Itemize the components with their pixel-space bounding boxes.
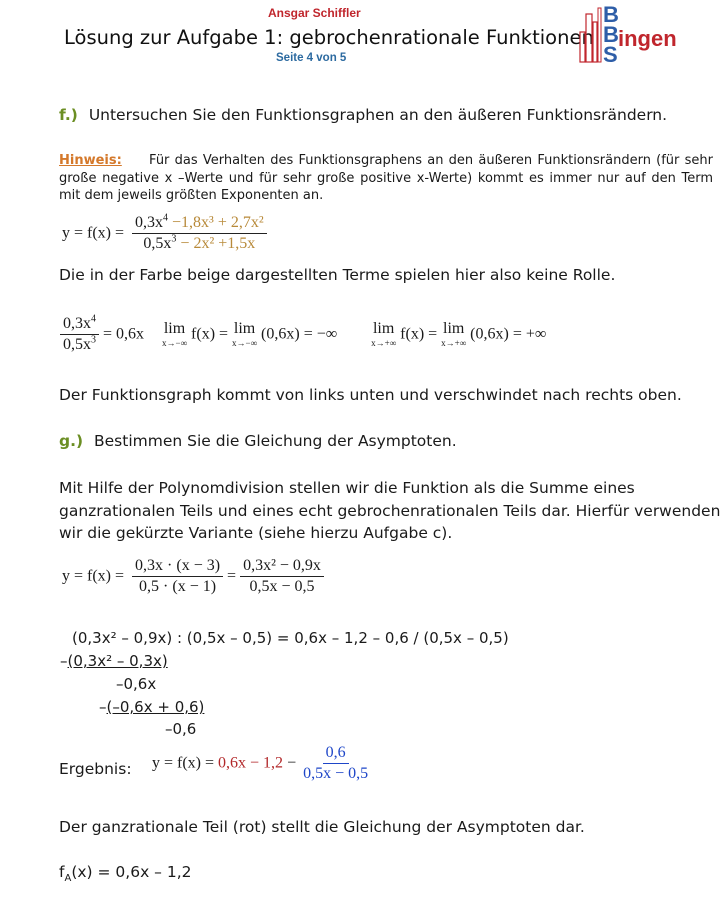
- intro-line-3: wir die gekürzte Variante (siehe hierzu Aufgabe c).: [59, 524, 453, 542]
- limit-subscript: x→−∞: [232, 338, 258, 348]
- asymptote-statement: Der ganzrationale Teil (rot) stellt die Gleichung der Asymptoten dar.: [59, 818, 585, 836]
- leading-num-exp: 4: [91, 313, 96, 325]
- intro-line-2: ganzrationalen Teils und eines echt gebrochenrationalen Teils dar. Hierfür verwenden: [59, 502, 721, 520]
- numerator-rest: −1,8x³ + 2,7x²: [172, 214, 264, 231]
- page-number: Seite 4 von 5: [276, 52, 347, 64]
- hint-text: Für das Verhalten des Funktionsgraphens an den äußeren Funktionsrändern (für sehr große negative x –Werte und für sehr große positive x-Werte) kommt es immer nur auf den Term mit dem jeweils größten Exponenten an.: [59, 153, 713, 203]
- limit-word: lim: [163, 320, 186, 337]
- hint-label: Hinweis:: [59, 153, 122, 168]
- division-line-4: [99, 698, 204, 716]
- asymptote-subscript: A: [64, 873, 72, 885]
- leading-terms-numerator: [60, 315, 99, 335]
- limit-result-pos: (0,6x) = +∞: [470, 325, 547, 343]
- result-numerator: 0,6: [323, 744, 349, 764]
- limit-subscript: x→+∞: [371, 338, 397, 348]
- factored-fraction: [132, 557, 223, 596]
- function-equation: [62, 214, 267, 253]
- leading-terms-fraction: [60, 315, 99, 354]
- shortened-equation: [62, 557, 324, 596]
- result-equation: [152, 744, 371, 783]
- expanded-denominator: 0,5x − 0,5: [249, 578, 315, 595]
- asymptote-f: f: [59, 863, 65, 881]
- logo-letter-b2: B: [603, 22, 619, 47]
- page-title: Lösung zur Aufgabe 1: gebrochenrationale Funktionen: [64, 26, 594, 49]
- result-minus: −: [287, 754, 297, 772]
- expanded-fraction: [240, 557, 324, 596]
- factored-denominator: 0,5 · (x − 1): [139, 578, 217, 595]
- equation-lhs: y = f(x) =: [62, 567, 125, 585]
- division-line-3: –0,6x: [116, 675, 157, 693]
- expanded-numerator: 0,3x² − 0,9x: [240, 557, 324, 577]
- numerator-exponent: 4: [163, 212, 169, 224]
- denominator-exponent: 3: [171, 233, 177, 245]
- asymptote-rest: (x) = 0,6x – 1,2: [71, 863, 192, 881]
- result-label: Ergebnis:: [59, 760, 132, 778]
- fraction-numerator: [132, 214, 267, 234]
- task-f: [59, 106, 667, 124]
- result-fraction-part: [300, 744, 371, 783]
- result-denominator: 0,5x − 0,5: [303, 765, 369, 782]
- task-f-text: Untersuchen Sie den Funktionsgraphen an den äußeren Funktionsrändern.: [88, 106, 668, 124]
- limit-subscript: x→−∞: [162, 338, 188, 348]
- limit-function: f(x) =: [400, 325, 438, 343]
- function-fraction: [132, 214, 267, 253]
- division-subtrahend-2: (–0,6x + 0,6): [106, 698, 205, 716]
- division-subtrahend-1: (0,3x² – 0,3x): [67, 652, 168, 670]
- task-g-text: Bestimmen Sie die Gleichung der Asymptoten.: [94, 432, 457, 450]
- limit-word: lim: [372, 320, 395, 337]
- result-lhs: y = f(x) =: [152, 754, 215, 772]
- asymptote-equation: [59, 863, 192, 884]
- leading-den-exp: 3: [91, 334, 96, 346]
- fraction-denominator: [140, 234, 258, 253]
- logo-word-ingen: ingen: [618, 26, 677, 51]
- limit-pos-infinity: [371, 321, 396, 348]
- denominator-rest: − 2x² +1,5x: [180, 235, 256, 252]
- beige-note: Die in der Farbe beige dargestellten Terme spielen hier also keine Rolle.: [59, 266, 616, 284]
- equation-lhs: y = f(x) =: [62, 224, 125, 242]
- task-g-label: g.): [59, 432, 84, 450]
- graph-conclusion: Der Funktionsgraph kommt von links unten und verschwindet nach rechts oben.: [59, 386, 682, 404]
- limit-neg-infinity: [162, 321, 187, 348]
- numerator-leading-term: 0,3x: [135, 214, 164, 231]
- leading-terms-denominator: [60, 335, 99, 354]
- leading-den-term: 0,5x: [63, 336, 91, 353]
- task-g: [59, 432, 457, 450]
- limit-pos-infinity-2: [441, 321, 466, 348]
- division-line-1: (0,3x² – 0,9x) : (0,5x – 0,5) = 0,6x – 1,2 – 0,6 / (0,5x – 0,5): [72, 629, 509, 647]
- hint-paragraph: [59, 152, 713, 205]
- division-line-2: [60, 652, 168, 670]
- limit-function: f(x) =: [191, 325, 229, 343]
- leading-terms-result: = 0,6x: [103, 325, 145, 343]
- factored-numerator: 0,3x · (x − 3): [132, 557, 223, 577]
- limit-word: lim: [233, 320, 256, 337]
- limit-neg-infinity-2: [232, 321, 257, 348]
- task-f-label: f.): [59, 106, 78, 124]
- limit-subscript: x→+∞: [441, 338, 467, 348]
- equals-sign: =: [227, 567, 237, 585]
- leading-num-term: 0,3x: [63, 315, 91, 332]
- logo-letter-b1: B: [603, 2, 619, 27]
- division-remainder: –0,6: [165, 720, 197, 738]
- denominator-leading-term: 0,5x: [143, 235, 172, 252]
- division-minus: –: [60, 652, 68, 670]
- result-integral-part: 0,6x − 1,2: [218, 754, 284, 772]
- author-name: Ansgar Schiffler: [268, 6, 361, 20]
- limit-word: lim: [443, 320, 465, 337]
- intro-line-1: Mit Hilfe der Polynomdivision stellen wir die Funktion als die Summe eines: [59, 479, 635, 497]
- limit-equations: [60, 315, 546, 354]
- limit-result-neg: (0,6x) = −∞: [261, 325, 338, 343]
- logo-letter-s: S: [603, 42, 618, 67]
- division-minus: –: [99, 698, 107, 716]
